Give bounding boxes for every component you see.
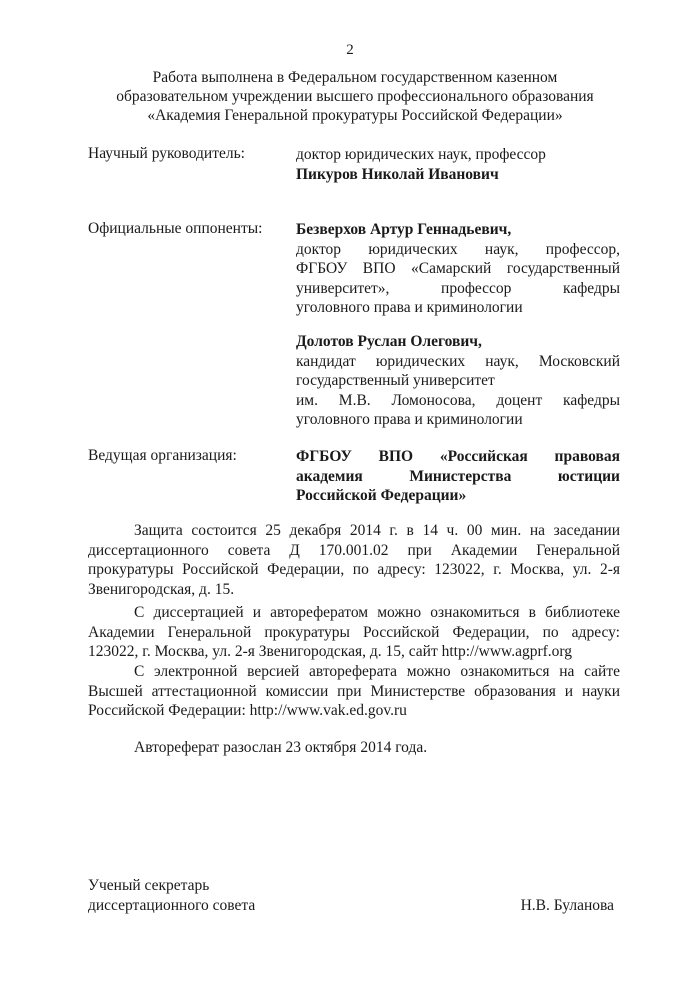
opponent-2-line: кандидат юридических наук, Московский bbox=[296, 352, 620, 370]
opponent-2 bbox=[296, 332, 620, 430]
electronic-line: Российской Федерации: http://www.vak.ed.gov.ru bbox=[88, 702, 407, 719]
defense-line: диссертационного совета Д 170.001.02 при Академии Генеральной bbox=[88, 541, 620, 559]
secretary-name: Н.В. Буланова bbox=[520, 896, 614, 914]
opponent-1-line: уголовного права и криминологии bbox=[296, 299, 523, 316]
header-line: «Академия Генеральной прокуратуры Российской Федерации» bbox=[147, 107, 563, 124]
leading-org-line: Российской Федерации» bbox=[296, 487, 467, 504]
leading-org-value bbox=[296, 447, 620, 506]
electronic-line: Высшей аттестационной комиссии при Министерстве образования и науки bbox=[88, 682, 620, 700]
opponents-label: Официальные оппоненты: bbox=[88, 220, 263, 237]
defense-line: прокуратуры Российской Федерации, по адресу: 123022, г. Москва, ул. 2-я bbox=[88, 561, 620, 578]
header-line: Работа выполнена в Федеральном государственном казенном bbox=[152, 69, 558, 86]
institution-header bbox=[90, 68, 620, 125]
supervisor-value bbox=[296, 145, 620, 184]
opponent-1-line: доктор юридических наук, профессор, bbox=[296, 240, 620, 258]
library-line: 123022, г. Москва, ул. 2-я Звенигородская, д. 15, сайт http://www.agprf.org bbox=[88, 643, 573, 660]
leading-org-label: Ведущая организация: bbox=[88, 447, 237, 464]
opponent-2-line: им. М.В. Ломоносова, доцент кафедры bbox=[296, 391, 620, 409]
opponent-1-name: Безверхов Артур Геннадьевич, bbox=[296, 221, 512, 238]
sent-line: Автореферат разослан 23 октября 2014 года. bbox=[134, 739, 428, 756]
opponent-2-name: Долотов Руслан Олегович, bbox=[296, 333, 482, 350]
electronic-paragraph bbox=[88, 662, 620, 721]
signature-block bbox=[88, 876, 620, 915]
council-title: диссертационного совета bbox=[88, 896, 256, 914]
opponent-2-line: уголовного права и криминологии bbox=[296, 411, 523, 428]
page-number: 2 bbox=[346, 42, 354, 58]
defense-paragraph bbox=[88, 521, 620, 599]
opponent-2-line: государственный университет bbox=[296, 372, 495, 389]
library-paragraph bbox=[88, 603, 620, 662]
electronic-line: С электронной версией автореферата можно ознакомиться на сайте bbox=[134, 663, 620, 680]
sent-paragraph bbox=[88, 738, 620, 758]
library-line: С диссертацией и авторефератом можно ознакомиться в библиотеке bbox=[134, 604, 620, 621]
header-line: образовательном учреждении высшего профессионального образования bbox=[116, 88, 594, 105]
defense-line: Звенигородская, д. 15. bbox=[88, 580, 235, 598]
supervisor-degree: доктор юридических наук, профессор bbox=[296, 146, 546, 163]
opponent-1 bbox=[296, 220, 620, 318]
defense-line: Защита состоится 25 декабря 2014 г. в 14 ч. 00 мин. на заседании bbox=[134, 522, 620, 539]
secretary-title: Ученый секретарь bbox=[88, 877, 210, 894]
leading-org-line: академия Министерства юстиции bbox=[296, 467, 620, 485]
leading-org-line: ФГБОУ ВПО «Российская правовая bbox=[296, 448, 620, 465]
library-line: Академии Генеральной прокуратуры Российской Федерации, по адресу: bbox=[88, 623, 620, 641]
opponent-1-line: ФГБОУ ВПО «Самарский государственный bbox=[296, 260, 620, 277]
supervisor-label: Научный руководитель: bbox=[88, 145, 245, 162]
opponent-1-line: университет», профессор кафедры bbox=[296, 279, 620, 297]
supervisor-name: Пикуров Николай Иванович bbox=[296, 165, 499, 183]
